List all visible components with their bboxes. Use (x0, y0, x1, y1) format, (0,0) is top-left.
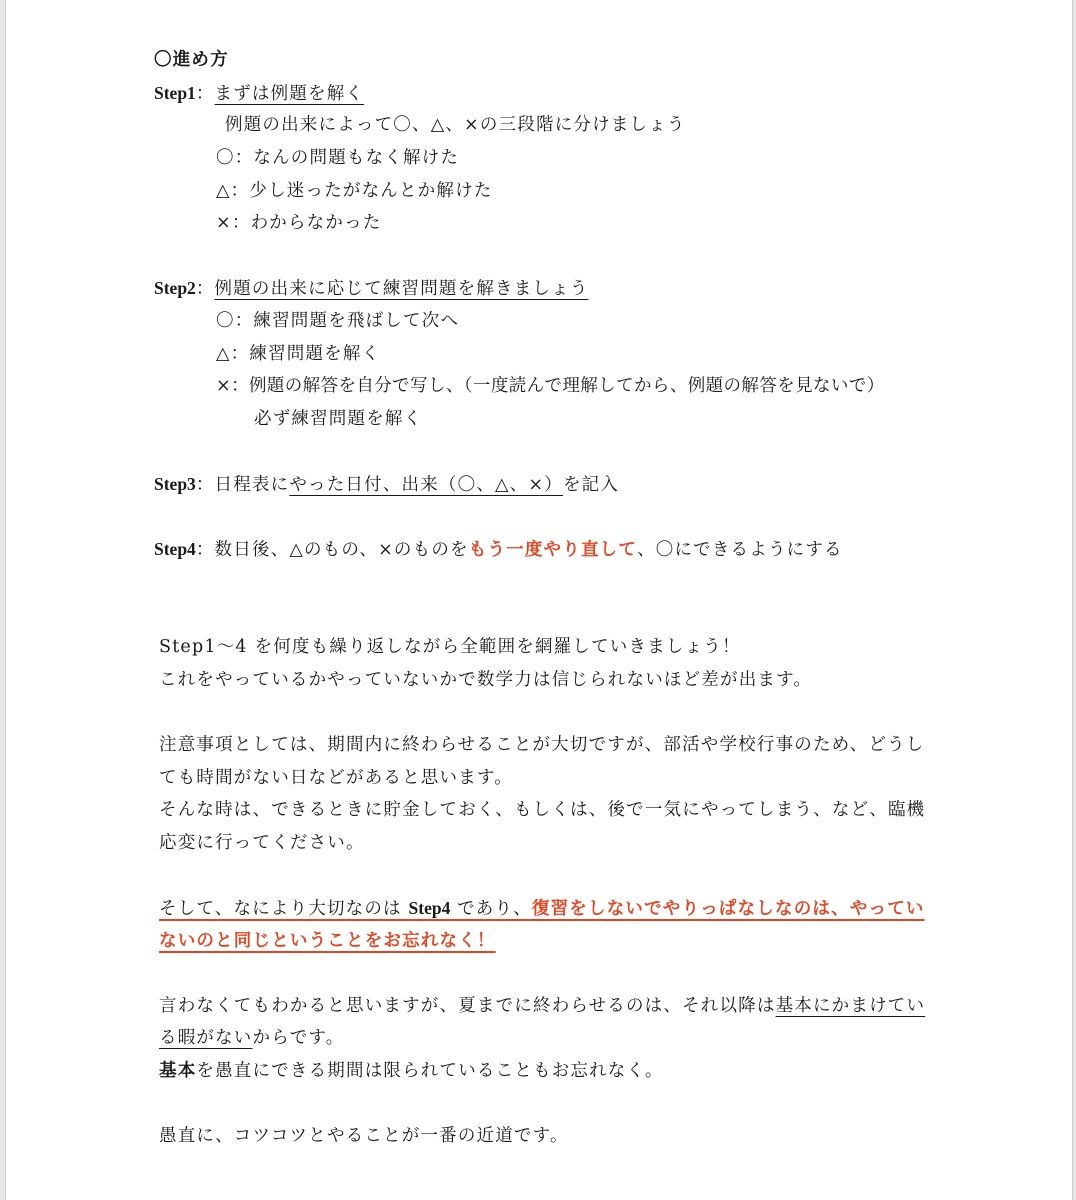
step2-item (216, 342, 380, 366)
step4-line (154, 537, 843, 562)
item-text: 練習問題を解く (249, 344, 381, 364)
step3-pre: 日程表に (214, 475, 290, 495)
step3-underlined: やった日付、出来（〇、△、×） (289, 475, 563, 495)
step2-continuation: 必ず練習問題を解く (254, 409, 423, 429)
step1-label: Step1 (154, 83, 196, 103)
item-text: 少し迷ったがなんとか解けた (249, 181, 493, 201)
cross-mark: × (216, 213, 232, 233)
step4-label: Step4 (154, 539, 196, 559)
step1-item (216, 211, 381, 235)
paragraph-line: Step1〜4 を何度も繰り返しながら全範囲を網羅していきましょう！ (159, 637, 741, 657)
emphasis-line (159, 896, 925, 921)
step1-line (154, 81, 364, 106)
item-text: わからなかった (250, 213, 382, 233)
circle-mark: 〇 (216, 311, 235, 331)
step2-label: Step2 (154, 278, 196, 298)
emphasis-red: ないのと同じということをお忘れなく！ (159, 931, 496, 951)
emphasis-mid: であり、 (450, 899, 532, 919)
cross-mark: × (216, 376, 232, 396)
para4-bold: 基本 (159, 1061, 197, 1081)
triangle-mark: △ (216, 181, 231, 201)
step4-pre: 数日後、△のもの、×のものを (214, 540, 469, 560)
step1-item (216, 146, 459, 170)
para4-underlined: る暇がない (159, 1028, 253, 1048)
para4-underlined: 基本にかまけてい (775, 996, 926, 1016)
step3-post: を記入 (562, 475, 620, 495)
section-heading: 〇進め方 (154, 50, 229, 70)
step4-post: 、〇にできるようにする (637, 540, 843, 560)
document-page (5, 0, 1073, 1200)
step2-separator: ： (195, 279, 215, 299)
step3-separator: ： (195, 475, 215, 495)
step1-item (216, 179, 492, 203)
paragraph-line (159, 1059, 664, 1083)
item-separator: ： (231, 213, 251, 233)
item-text: 練習問題を飛ばして次へ (253, 311, 460, 331)
step1-separator: ： (195, 84, 215, 104)
step1-title: まずは例題を解く (214, 84, 365, 104)
document-content (6, 0, 1072, 1200)
paragraph-line: 応変に行ってください。 (159, 833, 365, 853)
paragraph-line: ても時間がない日などがあると思います。 (159, 768, 513, 788)
step4-separator: ： (195, 540, 215, 560)
step1-intro: 例題の出来によって〇、△、×の三段階に分けましょう (225, 115, 686, 135)
item-separator: ： (231, 376, 249, 396)
step4-emphasis: もう一度やり直して (468, 540, 638, 560)
item-text: 例題の解答を自分で写し、（一度読んで理解してから、例題の解答を見ないで） (248, 376, 885, 396)
paragraph-line (159, 994, 925, 1018)
circle-mark: 〇 (216, 148, 235, 168)
emphasis-pre: そして、なにより大切なのは (159, 899, 409, 919)
step2-item (216, 374, 885, 398)
step3-line (154, 472, 619, 497)
item-separator: ： (230, 181, 250, 201)
step2-item (216, 309, 459, 333)
paragraph-line: 注意事項としては、期間内に終わらせることが大切ですが、部活や学校行事のため、どうし (159, 735, 925, 755)
para4-post: からです。 (252, 1028, 345, 1048)
step2-title: 例題の出来に応じて練習問題を解きましょう (214, 279, 589, 299)
para4-pre: 言わなくてもわかると思いますが、夏までに終わらせるのは、それ以降は (159, 996, 776, 1016)
item-separator: ： (234, 311, 254, 331)
item-separator: ： (234, 148, 254, 168)
closing-line: 愚直に、コツコツとやることが一番の近道です。 (159, 1126, 569, 1146)
paragraph-line (159, 1026, 344, 1050)
item-text: なんの問題もなく解けた (253, 148, 460, 168)
paragraph-line: これをやっているかやっていないかで数学力は信じられないほど差が出ます。 (159, 670, 813, 690)
paragraph-line: そんな時は、できるときに貯金しておく、もしくは、後で一気にやってしまう、など、臨機 (159, 800, 926, 820)
step2-line (154, 276, 589, 301)
emphasis-step: Step4 (408, 898, 451, 918)
item-separator: ： (230, 344, 250, 364)
emphasis-red: 復習をしないでやりっぱなしなのは、やってい (531, 899, 925, 919)
triangle-mark: △ (216, 344, 231, 364)
emphasis-line (159, 929, 496, 953)
para4-rest: を愚直にできる期間は限られていることもお忘れなく。 (196, 1061, 664, 1081)
step3-label: Step3 (154, 474, 196, 494)
